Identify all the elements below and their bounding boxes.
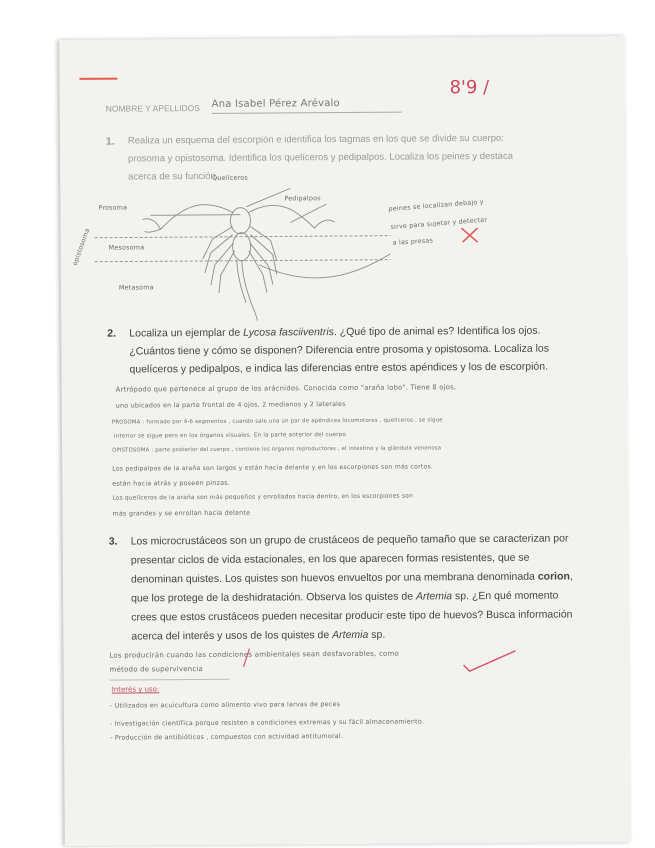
worksheet-page (59, 36, 631, 846)
name-underline (212, 112, 402, 114)
q1-line3: acerca de su función. (128, 170, 219, 183)
q3-divider (110, 679, 230, 681)
q2-line1-post: . ¿Qué tipo de animal es? Identifica los ojos. (333, 324, 541, 339)
q2-answer-line8: Los quelíceros de la araña son más pequeños y enrollados hacia dentro, en los escorpiones son (112, 493, 413, 502)
q3-line5: crees que estos crustáceos pueden necesitar producir este tipo de huevos? Busca información (131, 608, 573, 624)
q3-answer-line2: método de supervivencia (109, 664, 204, 674)
label-queliceros: Quelíceros (212, 173, 248, 182)
q3-answer-line6: - Producción de antibióticos , compuestos con actividad antitumoral. (110, 732, 344, 742)
q3-line1: Los microcrustáceos son un grupo de crustáceos de pequeño tamaño que se caracterizan por (130, 532, 569, 548)
q3-corion: corion (537, 570, 570, 583)
q2-line1-pre: Localiza un ejemplar de (129, 326, 244, 340)
q2-answer-line3: PROSOMA : formado por 4-6 segmentos , cuando sale una un par de apéndices locomotores , quelíceros , se sigue (111, 417, 443, 426)
q2-answer-line6: Los pedipalpos de la araña son largos y están hacia delante y en los escorpiones son más cortos. (112, 463, 434, 473)
q2-answer-line2: uno ubicados en la parte frontal de 4 ojos, 2 medianos y 2 laterales (115, 399, 346, 410)
q3-answer-line3: Interés y uso: (111, 685, 160, 694)
q1-answer-line1: peines se localizan debajo y (388, 197, 485, 214)
q3-answer-line4: - Utilizados en acuicultura como alimento vivo para larvas de peces (109, 700, 341, 710)
q1-line1: Realiza un esquema del escorpión e identifica los tagmas en los que se divide su cuerpo: (127, 132, 504, 147)
red-mark (79, 78, 117, 80)
red-slash-mark (241, 647, 251, 669)
label-metasoma: Metasoma (118, 283, 154, 292)
q3-answer-line5: - Investigación científica porque resisten a condiciones extremas y su fácil almacenamiento. (109, 717, 425, 728)
q3-line2: presentar ciclos de vida estacionales, en los que aparecen formas resistentes, que se (130, 551, 530, 567)
q3-species-b: Artemia (332, 628, 369, 642)
q1-answer-line2: sirve para sujetar y detectar (390, 215, 488, 232)
q3-answer-line1: Los producirán cuando las condiciones ambientales sean desfavorables, como (109, 649, 399, 660)
grade: 8'9 / (449, 76, 490, 99)
q3-line6-post: sp. (368, 628, 386, 641)
q1-line2: prosoma y opistosoma. Identifica los quelíceros y pedipalpos. Localiza los peines y destaca (127, 150, 514, 165)
q1-answer-line3: a las presas (392, 236, 434, 247)
q3-line4 (131, 590, 558, 605)
red-check-mark (459, 649, 519, 673)
q2-line3: quelíceros y pedipalpos, e indica las diferencias entre estos apéndices y los de escorpión. (129, 360, 549, 376)
student-name: Ana Isabel Pérez Arévalo (211, 98, 340, 110)
label-opistosoma: opistosoma (70, 227, 92, 267)
q2-line2: ¿Cuántos tiene y cómo se disponen? Diferencia entre prosoma y opistosoma. Localiza los (129, 342, 550, 358)
q2-answer-line5: OPISTOSOMA : parte posterior del cuerpo , contiene los órganos reproductores , el intestino y la glándula venenosa (112, 445, 442, 454)
q3-line3-post: , (569, 570, 573, 583)
q3-line6-pre: acerca del interés y usos de los quistes de (131, 629, 333, 643)
q2-answer-line4: interior se sigue pero en los órganos visuales. En la parte anterior del cuerpo (113, 431, 347, 440)
q2-line1 (129, 325, 540, 340)
q3-line6 (131, 629, 385, 643)
label-prosoma: Prosoma (98, 203, 128, 212)
q3-number: 3. (108, 535, 118, 548)
label-mesosoma: Mesosoma (108, 243, 145, 252)
q2-answer-line9: más grandes y se enrollan hacia delante (112, 508, 251, 518)
q3-line3 (131, 570, 573, 585)
q1-number: 1. (105, 135, 115, 148)
name-label: NOMBRE Y APELLIDOS (105, 103, 200, 114)
label-pedipalpos: Pedipalpos (284, 194, 321, 203)
q3-line4-post: sp. ¿En qué momento (452, 589, 559, 603)
red-cross-mark (458, 225, 480, 245)
q2-answer-line1: Artrópodo que pertenece al grupo de los arácnidos. Conocida como "araña lobo". Tiene 8 ojos, (115, 383, 457, 394)
q2-answer-line7: están hacia atrás y poseen pinzas. (112, 478, 230, 488)
q3-line4-pre: que los protege de la deshidratación. Observa los quistes de (131, 590, 416, 605)
q2-number: 2. (107, 327, 117, 340)
q3-line3-pre: denominan quistes. Los quistes son huevos envueltos por una membrana denominada (130, 570, 538, 586)
q2-species: Lycosa fasciiventris (243, 326, 334, 339)
q3-species-a: Artemia (415, 590, 453, 603)
